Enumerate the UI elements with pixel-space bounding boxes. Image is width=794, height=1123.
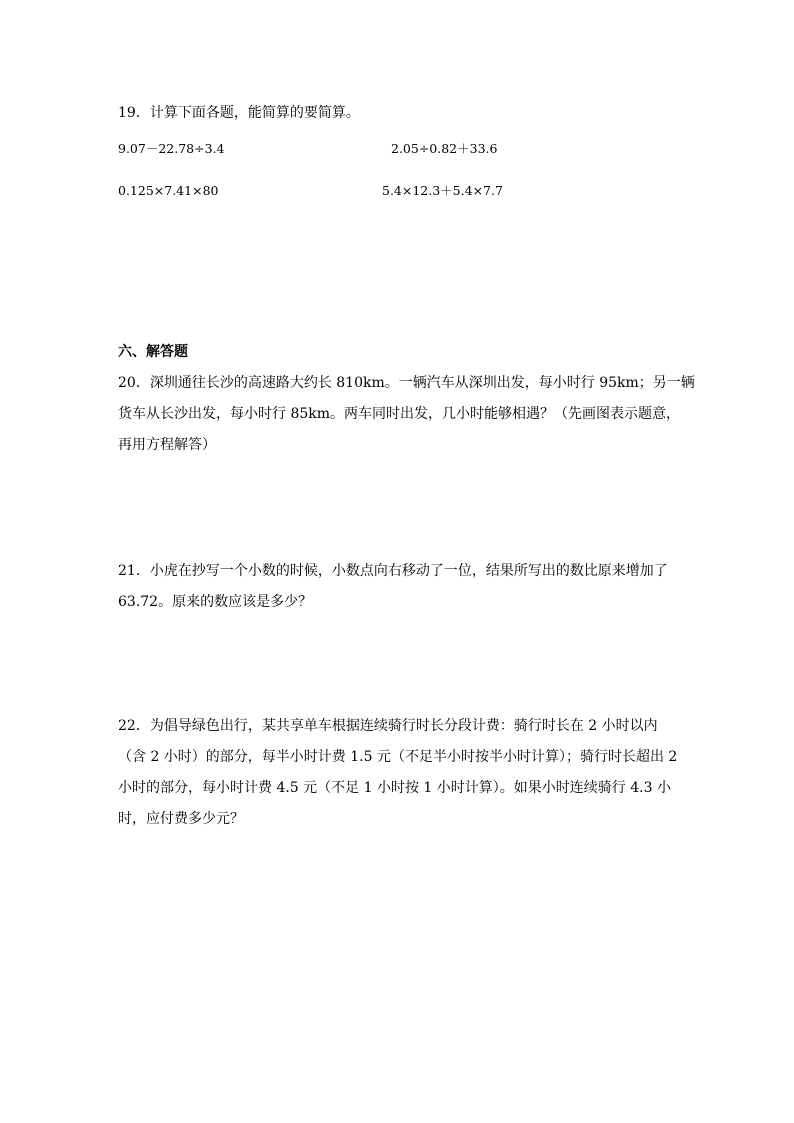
question-20-line-2: 货车从长沙出发，每小时行 85km。两车同时出发，几小时能够相遇？（先画图表示题意， <box>118 406 681 422</box>
question-22-line-4: 时，应付费多少元？ <box>118 811 244 827</box>
question-20-line-1: 20．深圳通往长沙的高速路大约长 810km。一辆汽车从深圳出发，每小时行 95km；另一辆 <box>118 375 695 391</box>
expression-19-2: 2.05÷0.82＋33.6 <box>391 141 498 156</box>
section-6-heading: 六、解答题 <box>118 344 188 360</box>
expression-19-1: 9.07－22.78÷3.4 <box>118 141 225 156</box>
question-22-line-1: 22．为倡导绿色出行，某共享单车根据连续骑行时长分段计费：骑行时长在 2 小时以内 <box>118 718 658 734</box>
question-22-line-2: （含 2 小时）的部分，每半小时计费 1.5 元（不足半小时按半小时计算）；骑行时长超出 2 <box>118 749 678 765</box>
question-20-line-3: 再用方程解答） <box>118 437 216 453</box>
expression-19-4: 5.4×12.3＋5.4×7.7 <box>382 183 503 198</box>
expression-19-3: 0.125×7.41×80 <box>118 183 219 198</box>
question-22-line-3: 小时的部分，每小时计费 4.5 元（不足 1 小时按 1 小时计算）。如果小时连续骑行 4.3 小 <box>118 780 671 796</box>
question-19-prompt: 19．计算下面各题，能简算的要简算。 <box>118 105 360 121</box>
question-21-line-1: 21．小虎在抄写一个小数的时候，小数点向右移动了一位，结果所写出的数比原来增加了 <box>118 563 668 579</box>
question-21-line-2: 63.72。原来的数应该是多少？ <box>118 594 313 610</box>
